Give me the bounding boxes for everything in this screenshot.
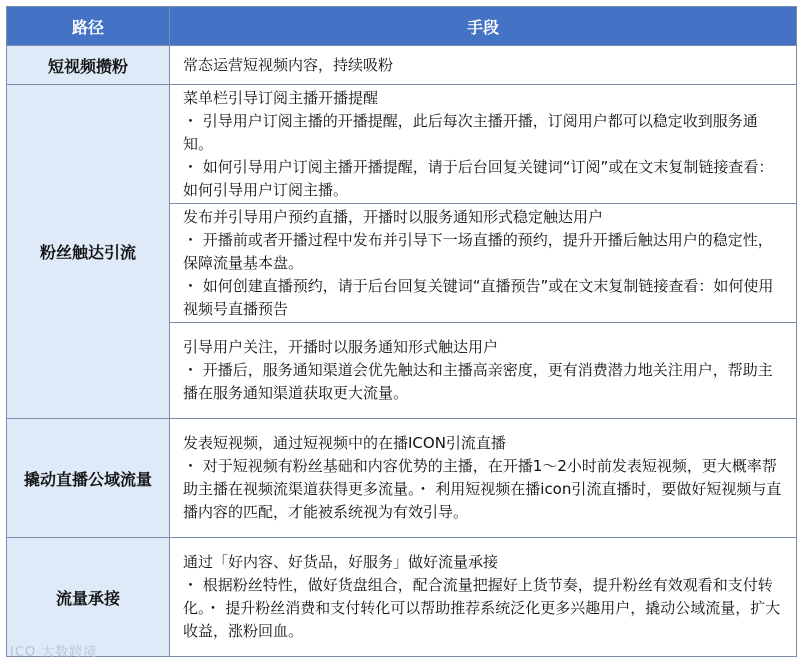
method-cell [170, 538, 797, 657]
method-bullet: ・ 开播后，服务通知渠道会优先触达和主播高亲密度，更有消费潜力地关注用户，帮助主播在服务通知渠道获取更大流量。 [183, 361, 773, 402]
method-title: 菜单栏引导订阅主播开播提醒 [183, 88, 379, 107]
path-cell: 流量承接 [7, 538, 170, 657]
method-cell [170, 46, 797, 85]
method-title: 发表短视频，通过短视频中的在播ICON引流直播 [183, 434, 506, 452]
method-bullet: ・ 引导用户订阅主播的开播提醒，此后每次主播开播，订阅用户都可以稳定收到服务通知。 [183, 111, 758, 153]
method-bullet: ・ 如何创建直播预约，请于后台回复关键词“直播预告”或在文末复制链接查看：如何使用视频号直播预告 [183, 276, 774, 318]
method-cell [170, 204, 797, 323]
table-header-row [7, 7, 797, 46]
method-title: 通过「好内容、好货品，好服务」做好流量承接 [183, 553, 499, 571]
header-path: 路径 [7, 7, 170, 46]
method-cell [170, 323, 797, 419]
method-bullet: ・ 根据粉丝特性，做好货盘组合，配合流量把握好上货节奏，提升粉丝有效观看和支付转化。・ 提升粉丝消费和支付转化可以帮助推荐系统泛化更多兴趣用户，撬动公域流量，扩大收益，涨粉回血。 [183, 576, 781, 640]
method-title: 发布并引导用户预约直播，开播时以服务通知形式稳定触达用户 [183, 207, 604, 226]
header-method: 手段 [170, 7, 797, 46]
method-cell [170, 85, 797, 204]
table-row [7, 419, 797, 538]
method-bullet: ・ 如何引导用户订阅主播开播提醒，请于后台回复关键词“订阅”或在文末复制链接查看：如何引导用户订阅主播。 [183, 157, 774, 199]
strategy-table [6, 6, 797, 657]
path-cell: 短视频攒粉 [7, 46, 170, 85]
table-row [7, 46, 797, 85]
method-cell [170, 419, 797, 538]
method-title: 引导用户关注，开播时以服务通知形式触达用户 [183, 338, 499, 356]
path-cell: 粉丝触达引流 [7, 85, 170, 419]
path-cell: 撬动直播公域流量 [7, 419, 170, 538]
method-line: 常态运营短视频内容，持续吸粉 [183, 55, 394, 74]
watermark: ICO 大数跨境 [10, 645, 98, 660]
table-row [7, 85, 797, 204]
method-bullet: ・ 对于短视频有粉丝基础和内容优势的主播，在开播1～2小时前发表短视频，更大概率帮助主播在视频流渠道获得更多流量。・ 利用短视频在播icon引流直播时，要做好短视频与直播内容的匹配，才能被系统视为有效引导。 [183, 457, 782, 521]
method-bullet: ・ 开播前或者开播过程中发布并引导下一场直播的预约，提升开播后触达用户的稳定性，保障流量基本盘。 [183, 230, 773, 272]
table-row [7, 538, 797, 657]
